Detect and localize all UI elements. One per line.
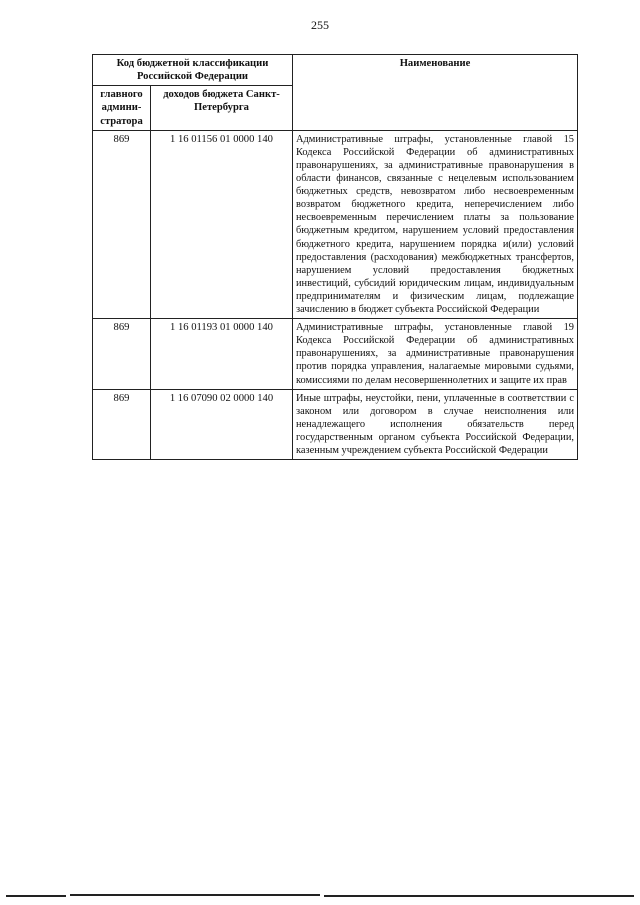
- page-number: 255: [311, 18, 329, 32]
- header-revenue-code: доходов бюджета Санкт-Петербурга: [151, 86, 293, 130]
- header-row-group: [93, 55, 578, 86]
- scan-edge-line: [6, 894, 634, 897]
- header-main-administrator: главного админи-стратора: [93, 86, 151, 130]
- cell-description: Иные штрафы, неустойки, пени, уплаченные в соответствии с законом или договором в случае неисполнения или ненадлежащего исполнения обязательств перед государственным органом субъекта Российской Федерации, казенным учреждением субъекта Российской Федерации: [293, 389, 578, 460]
- cell-budget-code: 1 16 07090 02 0000 140: [151, 389, 293, 460]
- header-name: Наименование: [293, 55, 578, 131]
- table-row: [93, 319, 578, 390]
- table-row: [93, 389, 578, 460]
- cell-administrator-code: 869: [93, 319, 151, 390]
- header-classification-code: Код бюджетной классификации Российской Федерации: [93, 55, 293, 86]
- table-row: [93, 130, 578, 319]
- cell-budget-code: 1 16 01193 01 0000 140: [151, 319, 293, 390]
- cell-budget-code: 1 16 01156 01 0000 140: [151, 130, 293, 319]
- cell-administrator-code: 869: [93, 130, 151, 319]
- budget-classification-table: [92, 54, 578, 460]
- cell-description: Административные штрафы, установленные главой 15 Кодекса Российской Федерации об административных правонарушениях, за административные правонарушения в области финансов, связанные с нецелевым использованием бюджетных средств, невозвратом либо несвоевременным возвратом бюджетного кредита, неперечислением либо несвоевременным перечислением платы за пользование бюджетным кредитом, нарушением условий предоставления бюджетного кредита, нарушением порядка и(или) условий предоставления (расходования) межбюджетных трансфертов, нарушением условий предоставления бюджетных инвестиций, субсидий юридическим лицам, индивидуальным предпринимателям и физическим лицам, подлежащие зачислению в бюджет субъекта Российской Федерации: [293, 130, 578, 319]
- cell-description: Административные штрафы, установленные главой 19 Кодекса Российской Федерации об административных правонарушениях, за административные правонарушения против порядка управления, налагаемые мировыми судьями, комиссиями по делам несовершеннолетних и защите их прав: [293, 319, 578, 390]
- cell-administrator-code: 869: [93, 389, 151, 460]
